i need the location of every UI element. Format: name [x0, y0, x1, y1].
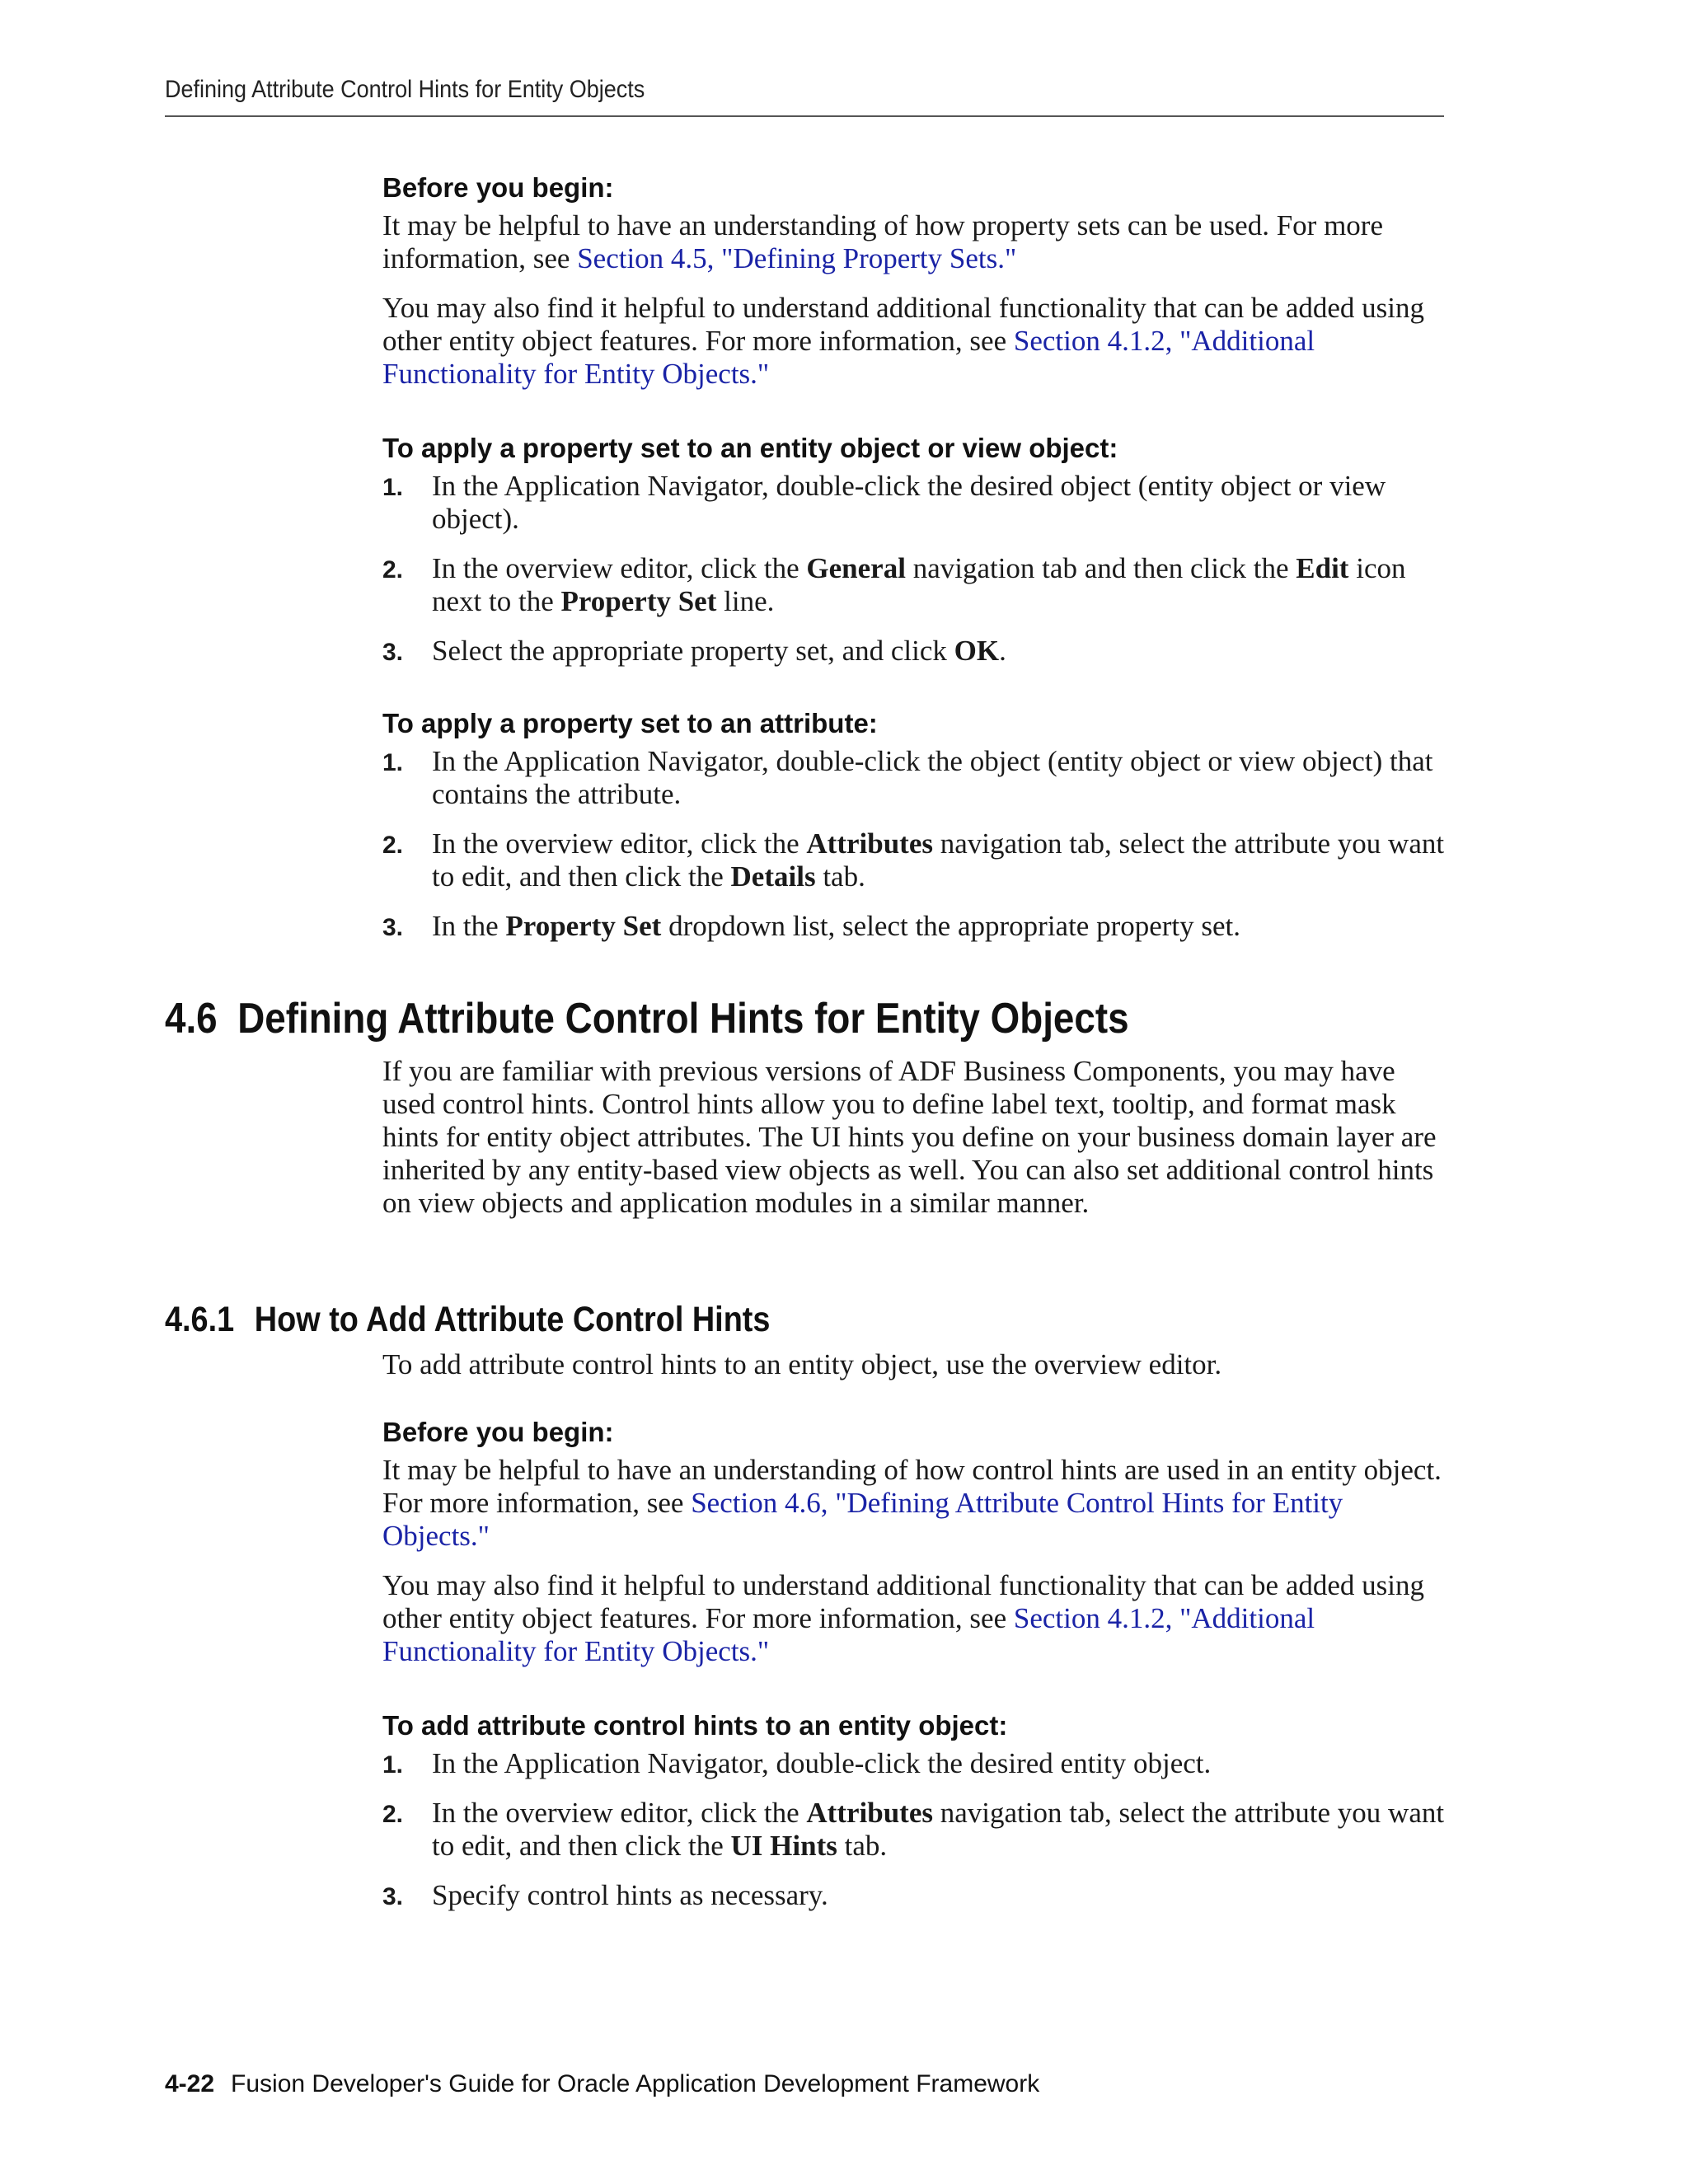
- step-number: 3.: [382, 914, 404, 941]
- list-item: 1. In the Application Navigator, double-click the object (entity object or view object) that contains the attribute.: [382, 745, 1433, 810]
- step-number: 3.: [382, 639, 404, 666]
- step-number: 1.: [382, 474, 404, 501]
- header-rule: [165, 115, 1444, 117]
- paragraph: It may be helpful to have an understanding of how property sets can be used. For more information, see Section 4.5, "Defining Property Sets.": [382, 209, 1383, 274]
- ui-term: Attributes: [806, 827, 933, 860]
- section-4-6-1-intro: [382, 1348, 1446, 1381]
- page-footer: [165, 2070, 1039, 2098]
- step-list: [382, 1747, 1446, 1912]
- step-number: 2.: [382, 556, 404, 583]
- ui-term: Property Set: [560, 585, 717, 617]
- section-link[interactable]: Section 4.1.2, "Additional Functionality for Entity Objects.": [382, 325, 1315, 390]
- ui-term: Edit: [1296, 552, 1349, 584]
- step-number: 1.: [382, 1751, 404, 1779]
- procedure-heading: To add attribute control hints to an entity object:: [382, 1710, 1008, 1741]
- page-number: 4-22: [165, 2070, 215, 2097]
- before-heading: Before you begin:: [382, 1417, 614, 1447]
- step-list: [382, 745, 1446, 943]
- paragraph: If you are familiar with previous versions of ADF Business Components, you may have used control hints. Control hints allow you to define label text, tooltip, and format mask hints for entity object attributes. The UI hints you define on your business domain layer are inherited by any entity-based view objects as well. You can also set additional control hints on view objects and application modules in a similar manner.: [382, 1055, 1437, 1219]
- step-number: 2.: [382, 832, 404, 859]
- section-heading-4-6: 4.6 Defining Attribute Control Hints for Entity Objects: [165, 995, 1129, 1043]
- section-link[interactable]: Section 4.5, "Defining Property Sets.": [577, 242, 1017, 274]
- running-header: Defining Attribute Control Hints for Entity Objects: [165, 76, 645, 103]
- list-item: 2. In the overview editor, click the Attributes navigation tab, select the attribute you want to edit, and then click the UI Hints tab.: [382, 1797, 1445, 1862]
- procedure-entity-or-view-object: [382, 432, 1446, 668]
- step-number: 2.: [382, 1801, 404, 1828]
- procedure-control-hints: [382, 1709, 1446, 1912]
- section-4-6-body: [382, 1055, 1446, 1220]
- before-heading: Before you begin:: [382, 172, 614, 203]
- list-item: 3. Select the appropriate property set, and click OK.: [382, 635, 1446, 668]
- paragraph: You may also find it helpful to understand additional functionality that can be added using other entity object features. For more information, see Section 4.1.2, "Additional Functionality for Entity Objects.": [382, 292, 1424, 390]
- list-item: 1. In the Application Navigator, double-click the desired object (entity object or view object).: [382, 470, 1386, 535]
- procedure-heading: To apply a property set to an attribute:: [382, 708, 878, 738]
- step-number: 1.: [382, 749, 404, 776]
- list-item: 1. In the Application Navigator, double-click the desired entity object.: [382, 1747, 1446, 1780]
- list-item: 3. Specify control hints as necessary.: [382, 1879, 1446, 1912]
- step-number: 3.: [382, 1883, 404, 1910]
- ui-term: Property Set: [505, 910, 662, 942]
- before-you-begin-block-2: [382, 1416, 1446, 1668]
- step-list: [382, 470, 1446, 668]
- ui-term: OK: [954, 635, 1000, 667]
- section-heading-4-6-1: 4.6.1 How to Add Attribute Control Hints: [165, 1300, 771, 1339]
- ui-term: UI Hints: [730, 1830, 837, 1862]
- list-item: 2. In the overview editor, click the General navigation tab and then click the Edit icon next to the Property Set line.: [382, 552, 1406, 617]
- list-item: 2. In the overview editor, click the Attributes navigation tab, select the attribute you want to edit, and then click the Details tab.: [382, 827, 1445, 893]
- paragraph: You may also find it helpful to understand additional functionality that can be added using other entity object features. For more information, see Section 4.1.2, "Additional Functionality for Entity Objects.": [382, 1569, 1424, 1667]
- paragraph: To add attribute control hints to an entity object, use the overview editor.: [382, 1348, 1222, 1380]
- procedure-heading: To apply a property set to an entity object or view object:: [382, 433, 1118, 463]
- before-you-begin-block-1: [382, 171, 1446, 391]
- ui-term: Attributes: [806, 1797, 933, 1829]
- book-title: Fusion Developer's Guide for Oracle Application Development Framework: [231, 2070, 1040, 2097]
- section-link[interactable]: Section 4.6, "Defining Attribute Control Hints for Entity Objects.": [382, 1487, 1343, 1552]
- paragraph: It may be helpful to have an understanding of how control hints are used in an entity object. For more information, see Section 4.6, "Defining Attribute Control Hints for Entity Objects.": [382, 1454, 1442, 1552]
- ui-term: General: [806, 552, 906, 584]
- list-item: 3. In the Property Set dropdown list, select the appropriate property set.: [382, 910, 1446, 943]
- ui-term: Details: [730, 860, 816, 893]
- procedure-attribute: [382, 707, 1446, 943]
- section-link[interactable]: Section 4.1.2, "Additional Functionality for Entity Objects.": [382, 1602, 1315, 1667]
